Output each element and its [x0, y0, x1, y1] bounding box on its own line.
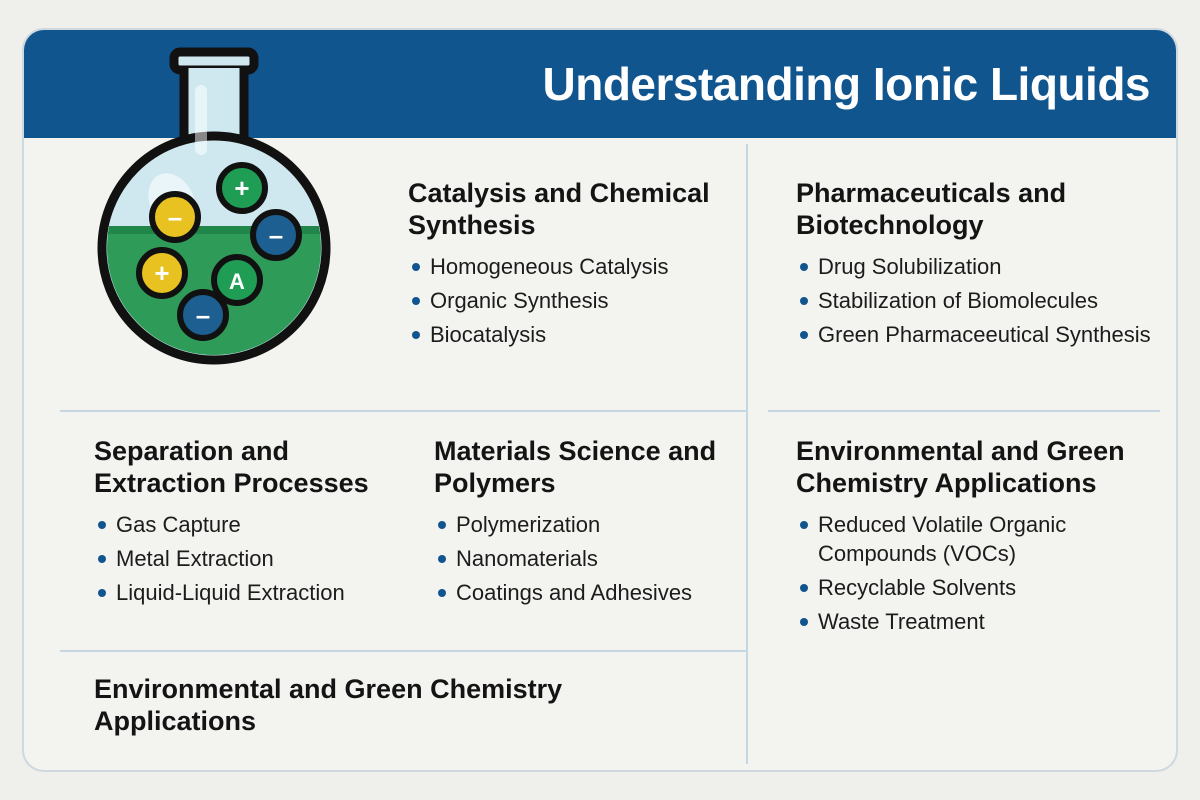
- section-pharmaceuticals: [796, 178, 1176, 354]
- list-item: Reduced Volatile Organic Compounds (VOCs): [796, 510, 1176, 569]
- section-title: Environmental and Green Chemistry Applications: [94, 674, 563, 736]
- sections-grid: [24, 138, 1176, 772]
- section-separation: [94, 436, 424, 612]
- list-item: Homogeneous Catalysis: [408, 252, 738, 281]
- horizontal-divider-left-2: [60, 650, 746, 652]
- list-item: Recyclable Solvents: [796, 573, 1176, 602]
- list-item: Polymerization: [434, 510, 754, 539]
- section-environmental: [796, 436, 1176, 642]
- list-item: Coatings and Adhesives: [434, 578, 754, 607]
- section-title: Separation and Extraction Processes: [94, 436, 369, 498]
- section-title: Catalysis and Chemical Synthesis: [408, 178, 710, 240]
- section-list: [408, 252, 738, 350]
- svg-text:–: –: [195, 300, 211, 330]
- section-catalysis: [408, 178, 738, 354]
- svg-text:–: –: [167, 202, 183, 232]
- list-item: Gas Capture: [94, 510, 424, 539]
- section-environmental-bottom: [94, 674, 574, 748]
- list-item: Organic Synthesis: [408, 286, 738, 315]
- page-title: Understanding Ionic Liquids: [542, 58, 1150, 110]
- list-item: Green Pharmaceeutical Synthesis: [796, 320, 1176, 349]
- section-title: Environmental and Green Chemistry Applications: [796, 436, 1125, 498]
- list-item: Nanomaterials: [434, 544, 754, 573]
- horizontal-divider-right-1: [768, 410, 1160, 412]
- section-list: [796, 252, 1176, 350]
- svg-text:+: +: [234, 173, 250, 203]
- svg-text:A: A: [229, 269, 245, 294]
- horizontal-divider-left-1: [60, 410, 746, 412]
- list-item: Biocatalysis: [408, 320, 738, 349]
- svg-text:+: +: [154, 258, 170, 288]
- infographic-card: [22, 28, 1178, 772]
- list-item: Waste Treatment: [796, 607, 1176, 636]
- section-title: Materials Science and Polymers: [434, 436, 717, 498]
- list-item: Metal Extraction: [94, 544, 424, 573]
- section-list: [434, 510, 754, 608]
- section-materials: [434, 436, 754, 612]
- section-list: [94, 510, 424, 608]
- section-title: Pharmaceuticals and Biotechnology: [796, 178, 1067, 240]
- list-item: Drug Solubilization: [796, 252, 1176, 281]
- section-list: [796, 510, 1176, 637]
- svg-text:–: –: [268, 220, 284, 250]
- list-item: Stabilization of Biomolecules: [796, 286, 1176, 315]
- list-item: Liquid-Liquid Extraction: [94, 578, 424, 607]
